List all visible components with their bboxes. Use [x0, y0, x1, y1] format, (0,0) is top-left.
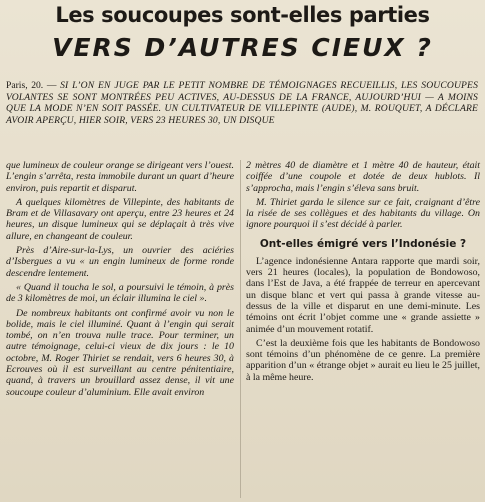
- article-paragraph: « Quand il toucha le sol, a poursuivi le témoin, à près de 3 kilomètres de moi, un éclair illumina le ciel ».: [6, 281, 234, 305]
- article-paragraph: M. Thiriet garda le silence sur ce fait, craignant d’être la risée de ses collègues et des habitants du village. On ignore pourquoi il s’est décidé à parler.: [246, 196, 480, 231]
- subheading: Ont-elles émigré vers l’Indonésie ?: [259, 237, 467, 250]
- article-paragraph: 2 mètres 40 de diamètre et 1 mètre 40 de hauteur, était coiffée d’une coupole et dotée de deux hublots. Il s’approcha, mais l’engin s’éleva sans bruit.: [246, 160, 480, 194]
- article-paragraph: que lumineux de couleur orange se dirigeant vers l’ouest. L’engin s’arrêta, resta immobile durant un quart d’heure environ, puis repartit et disparut.: [6, 160, 234, 194]
- column-divider: [240, 160, 241, 498]
- left-column: [6, 160, 234, 398]
- article-paragraph: L’agence indonésienne Antara rapporte que mardi soir, vers 21 heures (locales), la population de Bondowoso, dans l’Est de Java, a été frappée de terreur en apercevant un disque blanc et vert qui passa à grande vitesse au-dessus de la ville et disparut en une demi-minute. Les témoins ont écrit l’objet comme une « grande assiette » animée d’un mouvement rotatif.: [246, 255, 480, 335]
- right-column: [246, 160, 480, 383]
- article-paragraph: De nombreux habitants ont confirmé avoir vu non le bolide, mais le ciel illuminé. Quant à l’engin qui serait tombé, on n’en trouva nulle trace. Pour terminer, un autre témoignage, celui-ci vieux de dix jours : le 10 octobre, M. Roger Thiriet se rendait, vers 6 heures 30, à Ecrouves où il est surveillant au centre pénitentiaire, quand, à travers un brouillard assez dense, il vit une soucoupe couleur d’aluminium. Elle avait environ: [6, 307, 234, 398]
- dateline: Paris, 20. —: [6, 80, 57, 91]
- article-paragraph: Près d’Aire-sur-la-Lys, un ouvrier des aciéries d’Isbergues a vu « un engin lumineux de forme ronde descendre lentement.: [6, 245, 234, 279]
- article-paragraph: C’est la deuxième fois que les habitants de Bondowoso sont témoins d’un phénomène de ce genre. La première apparition d’un « étrange objet » aurait eu lieu le 25 juillet, à la même heure.: [246, 337, 480, 383]
- headline-line-1: Les soucoupes sont-elles parties: [55, 3, 430, 27]
- intro-text: SI L’ON EN JUGE PAR LE PETIT NOMBRE DE TÉMOIGNAGES RECUEILLIS, LES SOUCOUPES VOLANTES SE SONT MONTRÉES PEU ACTIVES, AU-DESSUS DE LA FRANCE, AUJOURD’HUI — A MOINS QUE LA MODE N’EN SOIT PASSÉE. UN CULTIVATEUR DE VILLEPINTE (AUDE), M. ROUQUET, A DÉCLARE AVOIR APERÇU, HIER SOIR, VERS 23 HEURES 30, UN DISQUE: [6, 80, 479, 126]
- article-paragraph: A quelques kilomètres de Villepinte, des habitants de Bram et de Villasavary ont aperçu, entre 23 heures et 24 heures, un disque lumineux qui se déplaçait à très vive allure, en changeant de couleur.: [6, 196, 234, 242]
- headline-line-2: VERS D’AUTRES CIEUX ?: [52, 33, 433, 62]
- intro-paragraph: [6, 80, 478, 126]
